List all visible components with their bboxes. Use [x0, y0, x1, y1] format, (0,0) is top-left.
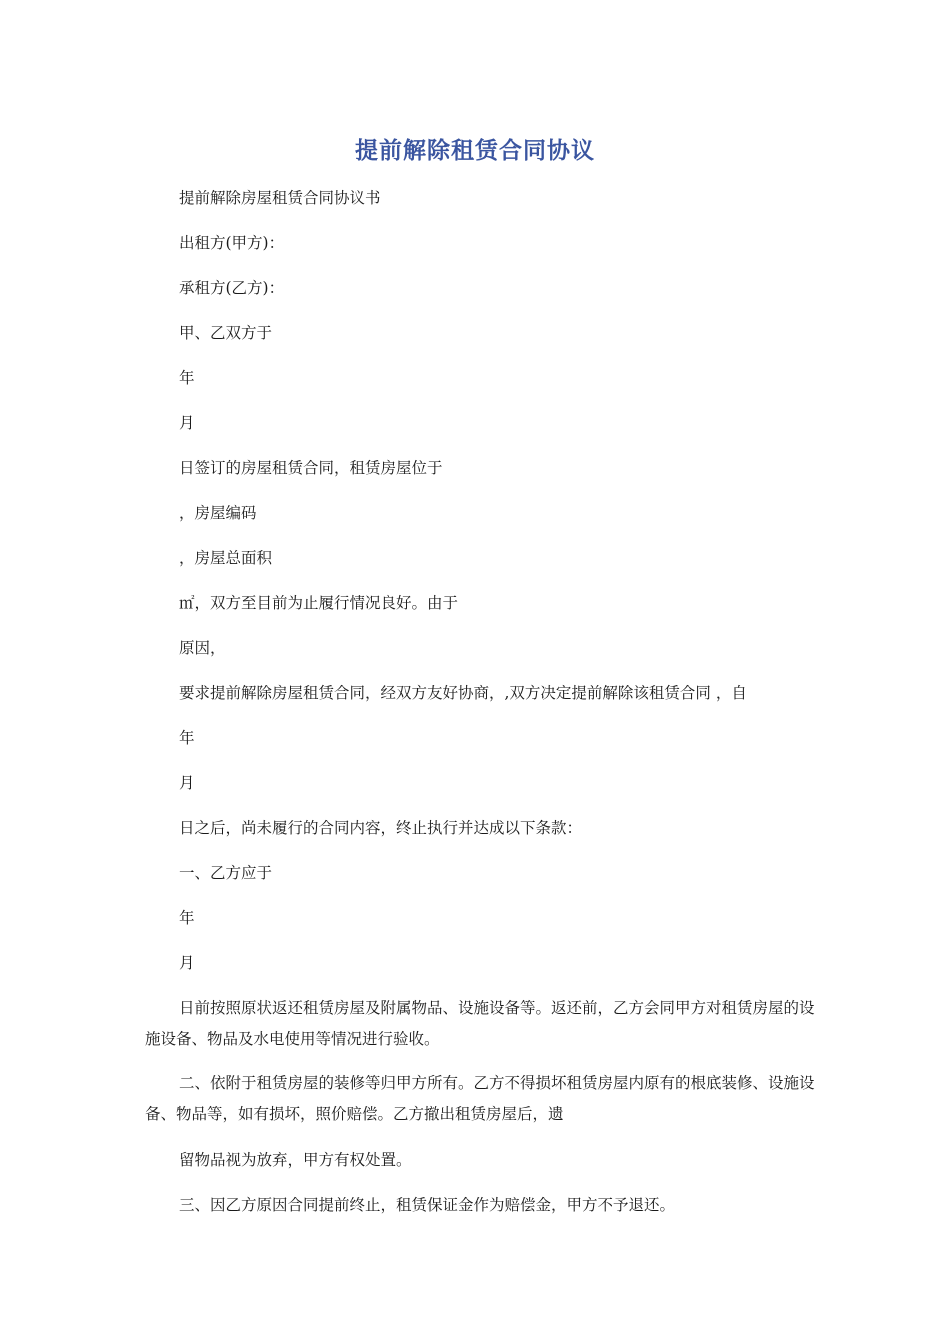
doc-line: 年 — [179, 909, 195, 927]
doc-line: 年 — [179, 729, 195, 747]
doc-line: 原因， — [179, 639, 226, 657]
doc-line: ，房屋总面积 — [179, 549, 273, 567]
document-title: 提前解除租赁合同协议 — [355, 138, 595, 164]
doc-line: 三、因乙方原因合同提前终止，租赁保证金作为赔偿金，甲方不予退还。 — [179, 1196, 676, 1214]
doc-line: 月 — [179, 414, 195, 432]
doc-paragraph: 日前按照原状返还租赁房屋及附属物品、设施设备等。返还前，乙方会同甲方对租赁房屋的设施设备、物品及水电使用等情况进行验收。 — [145, 999, 815, 1048]
doc-line: 日之后，尚未履行的合同内容，终止执行并达成以下条款： — [179, 819, 583, 837]
doc-line: ㎡，双方至目前为止履行情况良好。由于 — [179, 594, 459, 612]
doc-line: 出租方(甲方)： — [179, 234, 285, 252]
doc-line: 月 — [179, 954, 195, 972]
doc-line: 留物品视为放弃，甲方有权处置。 — [179, 1151, 412, 1169]
doc-line: 承租方(乙方)： — [179, 279, 285, 297]
doc-line: 甲、乙双方于 — [179, 324, 273, 342]
doc-line: 提前解除房屋租赁合同协议书 — [179, 189, 381, 207]
doc-line: 一、乙方应于 — [179, 864, 273, 882]
doc-paragraph: 二、依附于租赁房屋的装修等归甲方所有。乙方不得损坏租赁房屋内原有的根底装修、设施设备、物品等，如有损坏，照价赔偿。乙方撤出租赁房屋后，遗 — [145, 1074, 815, 1123]
doc-line: ，房屋编码 — [179, 504, 257, 522]
doc-line: 日签订的房屋租赁合同，租赁房屋位于 — [179, 459, 443, 477]
doc-line: 月 — [179, 774, 195, 792]
doc-line: 要求提前解除房屋租赁合同，经双方友好协商，,双方决定提前解除该租赁合同 ，自 — [179, 684, 747, 702]
doc-line: 年 — [179, 369, 195, 387]
